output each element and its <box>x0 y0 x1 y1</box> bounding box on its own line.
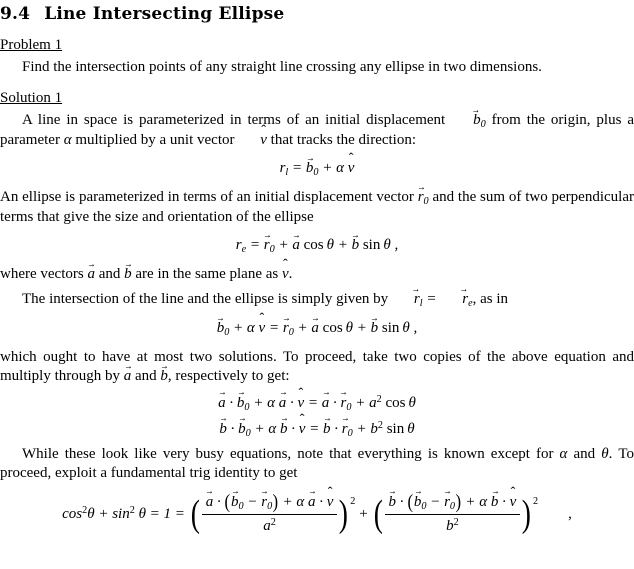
identity-lhs: $\cos^2\theta + \sin^2 \theta = 1$ = <box>62 505 185 523</box>
equation-line: $r_l$ = → $b_0 + \alpha$ ˆ v <box>0 159 634 179</box>
left-paren: ( <box>190 492 200 535</box>
exponent-1: 2 <box>350 496 356 508</box>
right-paren: ) <box>522 492 532 535</box>
document-page <box>0 4 634 569</box>
exponent-2: 2 <box>533 496 539 508</box>
problem-label: Problem 1 <box>0 36 63 53</box>
right-paren: ) <box>339 492 349 535</box>
left-paren: ( <box>373 492 383 535</box>
paragraph-trig-identity: While these look like very busy equations, note that everything is known except for α and θ. To proceed, exploit a fundamental trig identity to get <box>0 445 634 481</box>
equation-ellipse: $r_e$ = → $r_0$ + → a cos θ + → b sin θ , <box>0 236 634 256</box>
equation-intersection: → $b_0 + \alpha$ ˆ v = → $r_0$ + → a cos θ + → b sin θ , <box>0 319 634 339</box>
identity-term-2 <box>372 490 539 536</box>
paragraph-intersection: The intersection of the line and the ellipse is simply given by → $r_l$ = → $r_e$, as in <box>0 290 634 310</box>
solution-label: Solution 1 <box>0 90 63 107</box>
equation-dot-a: → a · → $b_0 + \alpha \to a$ · ˆ v = → a · → $r_0 + a^2$ cos θ <box>0 393 634 414</box>
section-title: Line Intersecting Ellipse <box>44 4 285 24</box>
paragraph-ellipse-parameterization: An ellipse is parameterized in terms of an initial displacement vector → $r_0$ and the sum of two perpendicular terms that give the size and orientation of the ellipse <box>0 188 634 227</box>
fraction-b: → $\frac{b \cdot (\to b_0 - \to r_0) + \alpha \to b \cdot ˆ v}{b^2}$ <box>385 493 521 536</box>
equation-dot-b: → b · → $b_0 + \alpha \to b$ · ˆ v = → b · → $r_0 + b^2$ sin θ <box>0 419 634 440</box>
problem-text: Find the intersection points of any straight line crossing any ellipse in two dimensions. <box>22 58 542 75</box>
section-number: 9.4 <box>0 4 31 24</box>
identity-tail: , <box>568 505 572 522</box>
paragraph-line-parameterization: A line in space is parameterized in terms of an initial displacement → $b_0$ from the origin, plus a parameter α multiplied by a unit vector ˆ v that tracks the direction: <box>0 111 634 150</box>
paragraph-same-plane: where vectors → a and → b are in the same plane as ˆ v. <box>0 265 634 284</box>
section-heading <box>0 4 634 26</box>
identity-plus: + <box>359 505 368 522</box>
fraction-a: → $\frac{a \cdot (\to b_0 - \to r_0) + \alpha \to a \cdot ˆ v}{a^2}$ <box>202 493 338 536</box>
paragraph-two-solutions: which ought to have at most two solutions. To proceed, take two copies of the above equation and multiply through by → a and → b, respectively to get: <box>0 348 634 386</box>
equation-trig-identity <box>0 490 634 536</box>
identity-term-1 <box>189 490 356 536</box>
